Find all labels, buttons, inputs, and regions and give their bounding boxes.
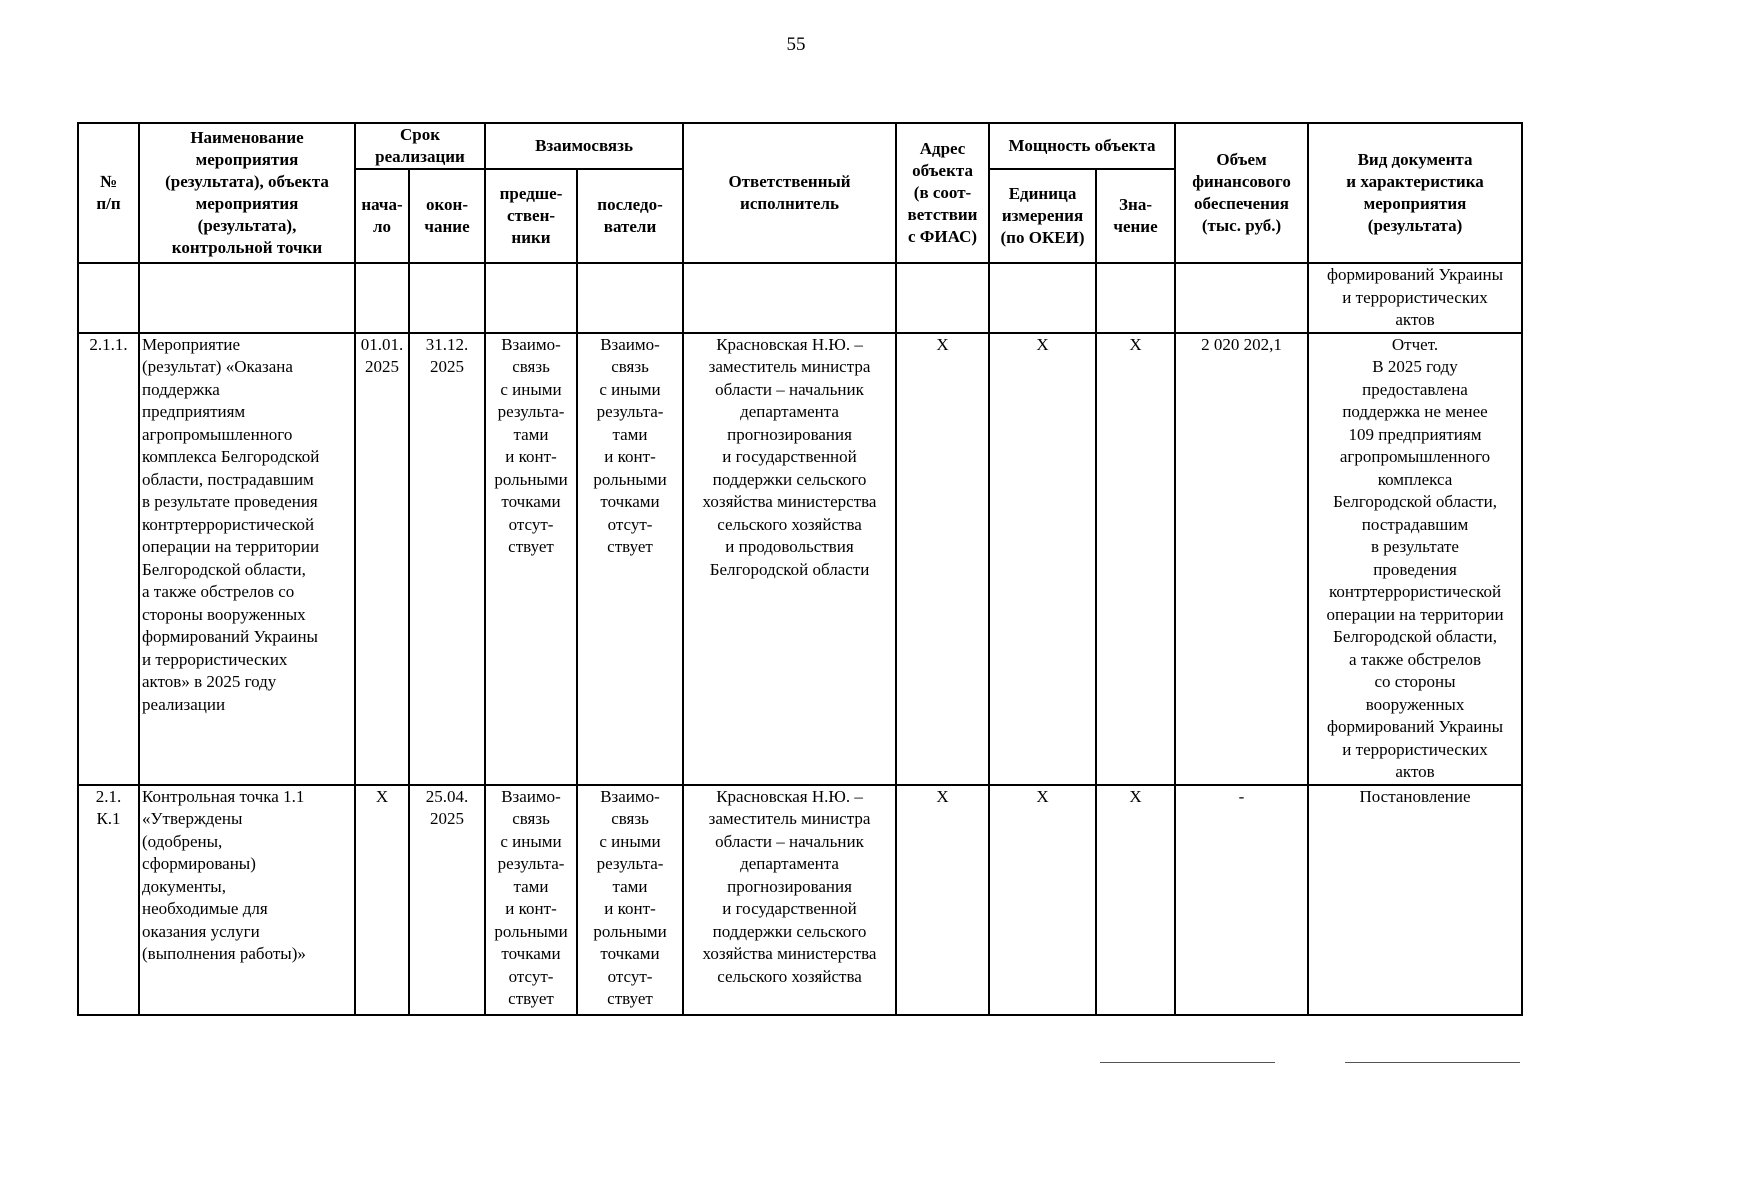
header-capacity: Мощность объекта xyxy=(989,123,1175,169)
row-value xyxy=(1096,263,1175,333)
header-relationship: Взаимосвязь xyxy=(485,123,683,169)
header-unit: Единица измерения (по ОКЕИ) xyxy=(989,169,1096,263)
header-end: окон- чание xyxy=(409,169,485,263)
row-successors xyxy=(577,263,683,333)
table-row xyxy=(78,785,1522,1015)
row-start: X xyxy=(355,785,409,1015)
header-document-type: Вид документа и характеристика мероприятия (результата) xyxy=(1308,123,1522,263)
table-row xyxy=(78,263,1522,333)
header-predecessors: предше- ствен- ники xyxy=(485,169,577,263)
header-address: Адрес объекта (в соот- ветствии с ФИАС) xyxy=(896,123,989,263)
row-unit: X xyxy=(989,333,1096,785)
row-responsible xyxy=(683,263,896,333)
page-number: 55 xyxy=(786,34,806,55)
row-address xyxy=(896,263,989,333)
table-row xyxy=(78,333,1522,785)
row-number: 2.1.1. xyxy=(78,333,139,785)
row-number: 2.1. К.1 xyxy=(78,785,139,1015)
header-name: Наименование мероприятия (результата), объекта мероприятия (результата), контрольной точки xyxy=(139,123,355,263)
row-name: Контрольная точка 1.1 «Утверждены (одобрены, сформированы) документы, необходимые для оказания услуги (выполнения работы)» xyxy=(139,785,355,1015)
row-financing xyxy=(1175,263,1308,333)
row-address: X xyxy=(896,333,989,785)
row-predecessors: Взаимо- связь с иными результа- тами и конт- рольными точками отсут- ствует xyxy=(485,785,577,1015)
row-end: 25.04. 2025 xyxy=(409,785,485,1015)
footer-rule-left xyxy=(1100,1062,1275,1063)
header-number: № п/п xyxy=(78,123,139,263)
row-start xyxy=(355,263,409,333)
row-predecessors xyxy=(485,263,577,333)
row-predecessors: Взаимо- связь с иными результа- тами и конт- рольными точками отсут- ствует xyxy=(485,333,577,785)
row-value: X xyxy=(1096,333,1175,785)
row-name: Мероприятие (результат) «Оказана поддержка предприятиям агропромышленного комплекса Белгородской области, пострадавшим в результате проведения контртеррористической операции на территории Белгородской области, а также обстрелов со стороны вооруженных формирований Украины и террористических актов» в 2025 году реализации xyxy=(139,333,355,785)
row-successors: Взаимо- связь с иными результа- тами и конт- рольными точками отсут- ствует xyxy=(577,785,683,1015)
row-start: 01.01. 2025 xyxy=(355,333,409,785)
row-responsible: Красновская Н.Ю. – заместитель министра области – начальник департамента прогнозирования и государственной поддержки сельского хозяйства министерства сельского хозяйства и продовольствия Белгородской области xyxy=(683,333,896,785)
header-period: Срок реализации xyxy=(355,123,485,169)
row-financing: - xyxy=(1175,785,1308,1015)
row-end: 31.12. 2025 xyxy=(409,333,485,785)
row-document: Постановление xyxy=(1308,785,1522,1015)
row-number xyxy=(78,263,139,333)
header-value: Зна- чение xyxy=(1096,169,1175,263)
row-document: формирований Украины и террористических актов xyxy=(1308,263,1522,333)
row-address: X xyxy=(896,785,989,1015)
measures-table xyxy=(77,122,1523,1016)
row-unit: X xyxy=(989,785,1096,1015)
header-financing: Объем финансового обеспечения (тыс. руб.) xyxy=(1175,123,1308,263)
header-start: нача- ло xyxy=(355,169,409,263)
row-document: Отчет. В 2025 году предоставлена поддержка не менее 109 предприятиям агропромышленного комплекса Белгородской области, пострадавшим в результате проведения контртеррористической операции на территории Белгородской области, а также обстрелов со стороны вооруженных формирований Украины и террористических актов xyxy=(1308,333,1522,785)
row-unit xyxy=(989,263,1096,333)
row-responsible: Красновская Н.Ю. – заместитель министра области – начальник департамента прогнозирования и государственной поддержки сельского хозяйства министерства сельского хозяйства xyxy=(683,785,896,1015)
row-value: X xyxy=(1096,785,1175,1015)
row-financing: 2 020 202,1 xyxy=(1175,333,1308,785)
footer-rule-right xyxy=(1345,1062,1520,1063)
row-name xyxy=(139,263,355,333)
header-successors: последо- ватели xyxy=(577,169,683,263)
row-end xyxy=(409,263,485,333)
row-successors: Взаимо- связь с иными результа- тами и конт- рольными точками отсут- ствует xyxy=(577,333,683,785)
header-responsible: Ответственный исполнитель xyxy=(683,123,896,263)
